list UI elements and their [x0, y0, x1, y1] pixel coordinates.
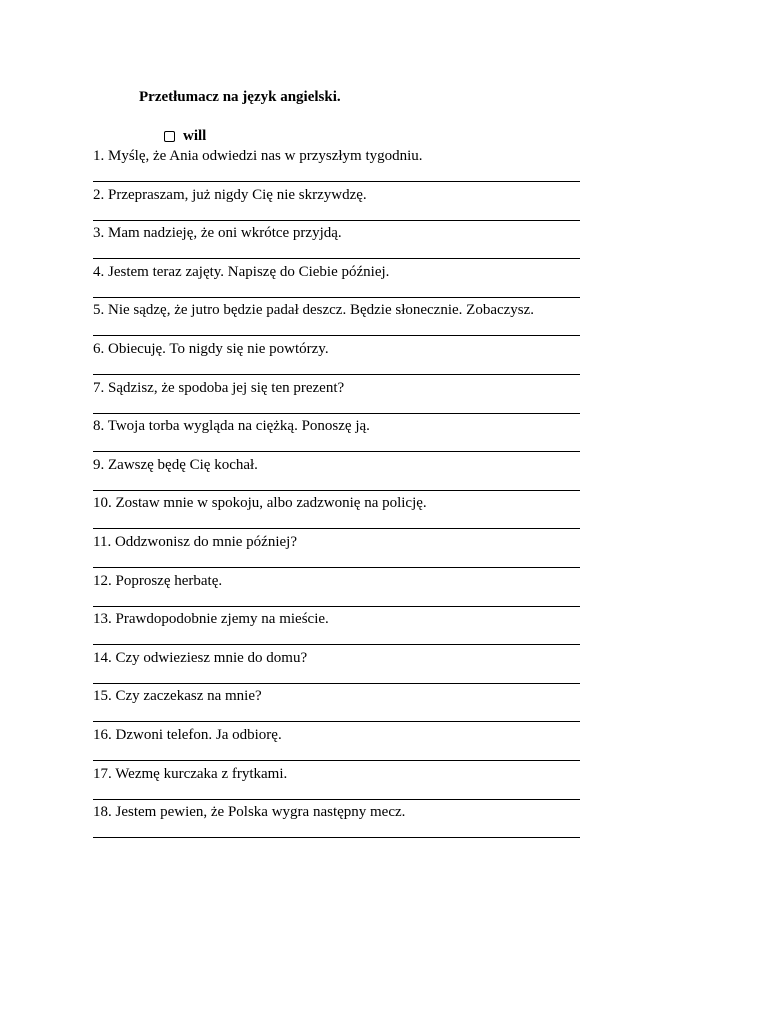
exercise-sentence: 7. Sądzisz, że spodoba jej się ten prezent?: [93, 379, 345, 396]
exercise-item: [93, 724, 580, 763]
answer-line[interactable]: [93, 799, 580, 800]
exercise-item: [93, 184, 580, 223]
exercise-sentence: 18. Jestem pewien, że Polska wygra następny mecz.: [93, 804, 406, 821]
exercise-sentence: 15. Czy zaczekasz na mnie?: [93, 688, 262, 705]
exercise-sentence: 4. Jestem teraz zajęty. Napiszę do Ciebie później.: [93, 263, 390, 280]
exercise-item: [93, 299, 580, 338]
exercise-sentence: 11. Oddzwonisz do mnie później?: [93, 533, 297, 550]
answer-line[interactable]: [93, 335, 580, 336]
document-title: Przetłumacz na język angielski.: [139, 89, 341, 105]
exercise-item: [93, 763, 580, 802]
answer-line[interactable]: [93, 683, 580, 684]
exercise-sentence: 10. Zostaw mnie w spokoju, albo zadzwonię na policję.: [93, 495, 427, 512]
exercise-item: [93, 222, 580, 261]
answer-line[interactable]: [93, 837, 580, 838]
answer-line[interactable]: [93, 644, 580, 645]
exercise-item: [93, 608, 580, 647]
exercise-sentence: 13. Prawdopodobnie zjemy na mieście.: [93, 611, 329, 628]
will-option: [164, 127, 206, 145]
exercise-item: [93, 377, 580, 416]
answer-line[interactable]: [93, 374, 580, 375]
exercise-sentence: 12. Poproszę herbatę.: [93, 572, 223, 589]
exercise-sentence: 5. Nie sądzę, że jutro będzie padał deszcz. Będzie słonecznie. Zobaczysz.: [93, 302, 535, 319]
exercise-sentence: 3. Mam nadzieję, że oni wkrótce przyjdą.: [93, 225, 342, 242]
answer-line[interactable]: [93, 451, 580, 452]
exercise-item: [93, 801, 580, 840]
answer-line[interactable]: [93, 528, 580, 529]
exercise-sentence: 6. Obiecuję. To nigdy się nie powtórzy.: [93, 340, 329, 357]
exercise-item: [93, 570, 580, 609]
exercise-sentence: 9. Zawszę będę Cię kochał.: [93, 456, 258, 473]
exercise-sentence: 17. Wezmę kurczaka z frytkami.: [93, 765, 288, 782]
exercise-sentence: 1. Myślę, że Ania odwiedzi nas w przyszłym tygodniu.: [93, 148, 423, 164]
exercise-item: [93, 531, 580, 570]
checkbox-icon: [164, 131, 175, 142]
answer-line[interactable]: [93, 721, 580, 722]
answer-line[interactable]: [93, 297, 580, 298]
answer-line[interactable]: [93, 258, 580, 259]
exercise-item: [93, 338, 580, 377]
exercise-sentence: 14. Czy odwieziesz mnie do domu?: [93, 649, 308, 666]
exercise-list: [93, 145, 580, 840]
answer-line[interactable]: [93, 760, 580, 761]
exercise-item: [93, 454, 580, 493]
exercise-item: [93, 415, 580, 454]
answer-line[interactable]: [93, 413, 580, 414]
exercise-item: [93, 647, 580, 686]
exercise-item: [93, 145, 580, 184]
will-option-label: will: [183, 127, 207, 144]
exercise-item: [93, 492, 580, 531]
exercise-item: [93, 261, 580, 300]
exercise-sentence: 2. Przepraszam, już nigdy Cię nie skrzywdzę.: [93, 186, 367, 203]
answer-line[interactable]: [93, 490, 580, 491]
exercise-sentence: 8. Twoja torba wygląda na ciężką. Ponoszę ją.: [93, 418, 370, 435]
exercise-sentence: 16. Dzwoni telefon. Ja odbiorę.: [93, 726, 282, 743]
answer-line[interactable]: [93, 567, 580, 568]
answer-line[interactable]: [93, 220, 580, 221]
answer-line[interactable]: [93, 181, 580, 182]
exercise-item: [93, 685, 580, 724]
answer-line[interactable]: [93, 606, 580, 607]
